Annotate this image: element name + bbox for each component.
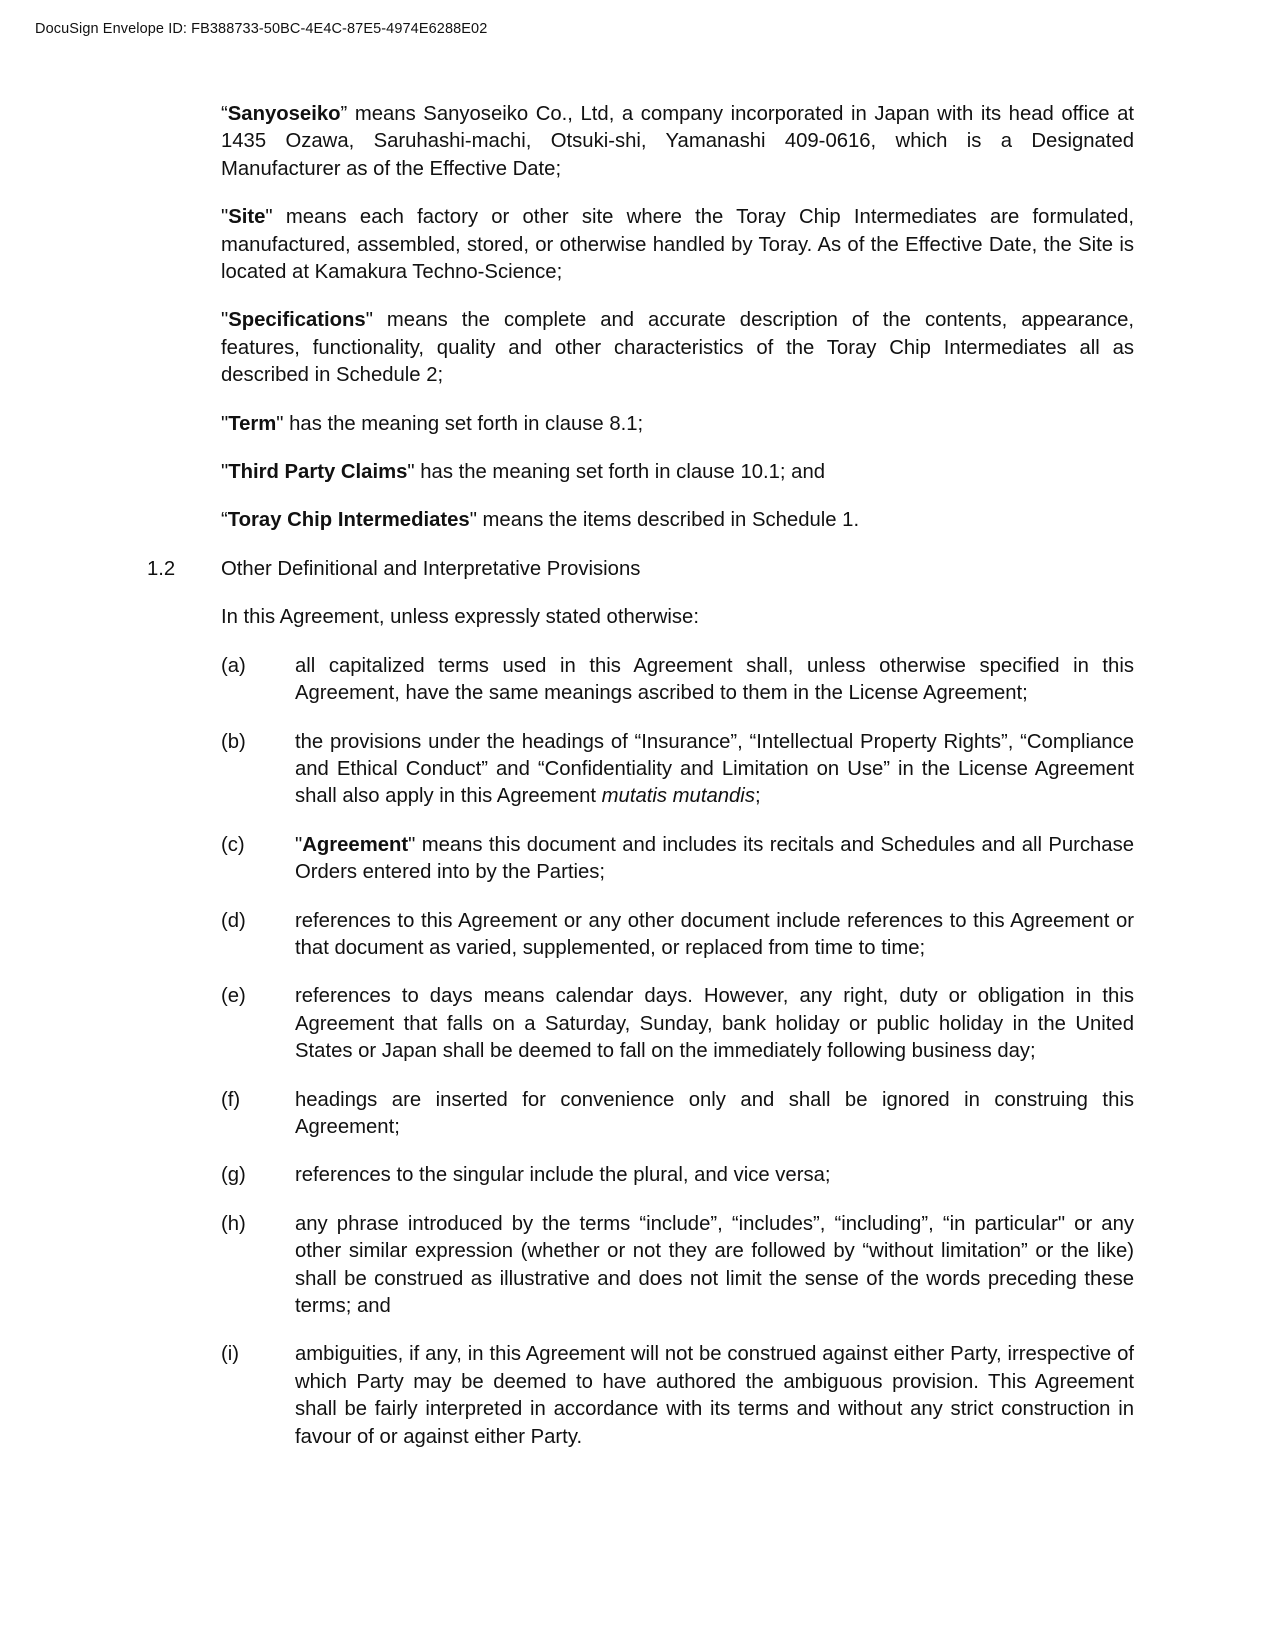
item-label: (g)	[221, 1164, 246, 1187]
section-title: Other Definitional and Interpretative Provisions	[221, 557, 641, 580]
item-text: any phrase introduced by the terms “include”, “includes”, “including”, “in particular" or any other similar expression (whether or not they are followed by “without limitation” or the like) shall be construed as illustrative and does not limit the sense of the words preceding these terms; and	[295, 1212, 1134, 1317]
item-label: (d)	[221, 909, 246, 932]
defined-term: Sanyoseiko	[227, 103, 341, 125]
item-label: (b)	[221, 730, 246, 753]
definition-text: has the meaning set forth in clause 10.1; and	[414, 461, 826, 484]
item-label: (h)	[221, 1212, 246, 1235]
document-body	[147, 101, 1134, 1472]
item-text: ambiguities, if any, in this Agreement will not be construed against either Party, irrespective of which Party may be deemed to have authored the ambiguous provision. This Agreement shall be fairly interpreted in accordance with its terms and without any strict construction in favour of or against either Party.	[295, 1343, 1134, 1448]
definition-third-party-claims: "Third Party Claims" has the meaning set forth in clause 10.1; and	[221, 461, 826, 484]
definition-term: "Term" has the meaning set forth in clause 8.1;	[221, 412, 644, 435]
list-item	[221, 653, 1134, 708]
item-text: headings are inserted for convenience only and shall be ignored in construing this Agreement;	[295, 1088, 1134, 1138]
section-intro: In this Agreement, unless expressly stated otherwise:	[221, 606, 699, 629]
item-label: (i)	[221, 1343, 240, 1366]
definition-text: means Sanyoseiko Co., Ltd, a company incorporated in Japan with its head office at 1435 Ozawa, Saruhashi-machi, Otsuki-shi, Yamanashi 409-0616, which is a Designated Manufacturer as of the Effective Date;	[221, 103, 1134, 180]
list-item	[221, 1162, 1134, 1189]
list-item: (b) the provisions under the headings of “Insurance”, “Intellectual Property Rights”, “Compliance and Ethical Conduct” and “Confidentiality and Limitation on Use” in the License Agreement shall also apply in this Agreement mutatis mutandis;	[221, 730, 1134, 808]
docusign-envelope-id: DocuSign Envelope ID: FB388733-50BC-4E4C-87E5-4974E6288E02	[35, 21, 488, 37]
item-text: the provisions under the headings of “Insurance”, “Intellectual Property Rights”, “Compliance and Ethical Conduct” and “Confidentiality and Limitation on Use” in the License Agreement shall also apply in this Agreement	[295, 730, 1134, 808]
item-text: means this document and includes its recitals and Schedules and all Purchase Orders entered into by the Parties;	[295, 833, 1134, 884]
item-text: references to this Agreement or any other document include references to this Agreement or that document as varied, supplemented, or replaced from time to time;	[295, 909, 1134, 959]
section-number: 1.2	[147, 557, 176, 580]
item-label: (a)	[221, 654, 246, 677]
item-text: all capitalized terms used in this Agreement shall, unless otherwise specified in this Agreement, have the same meanings ascribed to them in the License Agreement;	[295, 654, 1134, 705]
item-label: (e)	[221, 985, 246, 1008]
item-label: (f)	[221, 1088, 241, 1111]
defined-term: Specifications	[228, 309, 366, 332]
defined-term: Site	[228, 206, 266, 229]
list-item	[221, 1087, 1134, 1142]
list-item	[221, 908, 1134, 963]
list-item: (c) "Agreement" means this document and includes its recitals and Schedules and all Purchase Orders entered into by the Parties;	[221, 833, 1134, 884]
definition-site: "Site" means each factory or other site where the Toray Chip Intermediates are formulated, manufactured, assembled, stored, or otherwise handled by Toray. As of the Effective Date, the Site is located at Kamakura Techno-Science;	[221, 206, 1134, 284]
definition-text: means the items described in Schedule 1.	[476, 509, 860, 532]
item-text: references to days means calendar days. However, any right, duty or obligation in this Agreement that falls on a Saturday, Sunday, bank holiday or public holiday in the United States or Japan shall be deemed to fall on the immediately following business day;	[295, 985, 1134, 1063]
item-label: (c)	[221, 833, 245, 856]
definition-text: means the complete and accurate description of the contents, appearance, features, functionality, quality and other characteristics of the Toray Chip Intermediates all as described in Schedule 2;	[221, 309, 1134, 387]
definition-sanyoseiko: “Sanyoseiko” means Sanyoseiko Co., Ltd, a company incorporated in Japan with its head office at 1435 Ozawa, Saruhashi-machi, Otsuki-shi, Yamanashi 409-0616, which is a Designated Manufacturer as of the Effective Date;	[221, 103, 1134, 180]
defined-term: Third Party Claims	[228, 461, 408, 484]
definition-text: has the meaning set forth in clause 8.1;	[283, 412, 644, 435]
definition-specifications: "Specifications" means the complete and accurate description of the contents, appearance, features, functionality, quality and other characteristics of the Toray Chip Intermediates all as described in Schedule 2;	[221, 309, 1134, 387]
item-italic-text: mutatis mutandis	[601, 785, 755, 808]
definition-text: means each factory or other site where the Toray Chip Intermediates are formulated, manufactured, assembled, stored, or otherwise handled by Toray. As of the Effective Date, the Site is located at Kamakura Techno-Science;	[221, 206, 1134, 284]
item-text: references to the singular include the plural, and vice versa;	[295, 1164, 831, 1187]
list-item	[221, 1341, 1134, 1451]
definition-toray-chip-intermediates: “Toray Chip Intermediates" means the items described in Schedule 1.	[221, 509, 860, 532]
defined-term: Agreement	[302, 833, 409, 856]
list-item	[221, 983, 1134, 1065]
section-heading	[147, 556, 1134, 583]
list-item	[221, 1211, 1134, 1321]
defined-term: Toray Chip Intermediates	[227, 509, 470, 532]
defined-term: Term	[228, 412, 277, 435]
